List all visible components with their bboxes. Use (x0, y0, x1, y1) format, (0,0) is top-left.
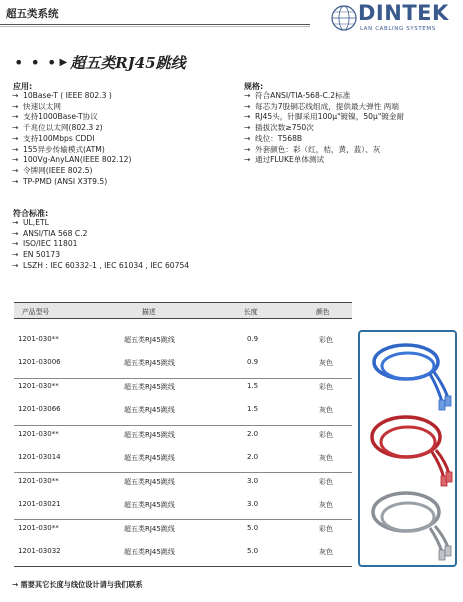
applications-heading: 应用: (13, 82, 33, 91)
table-cell-color: 彩色 (319, 525, 333, 533)
arrow-right-icon: → (12, 133, 19, 143)
list-item: → 外套颜色：彩（红，桔，黄，蓝）、灰 (244, 144, 381, 154)
table-cell-model: 1201-03032 (18, 547, 61, 555)
row-divider (14, 425, 352, 426)
patch-cable-illustration (360, 332, 455, 565)
arrow-right-icon: → (244, 123, 251, 133)
triangle-right-icon: ▶ (59, 57, 68, 68)
table-cell-description: 超五类RJ45跳线 (124, 478, 175, 486)
table-cell-description: 超五类RJ45跳线 (124, 548, 175, 556)
table-cell-description: 超五类RJ45跳线 (124, 406, 175, 414)
table-cell-model: 1201-030** (18, 430, 59, 438)
page-title: 超五类RJ45跳线 (70, 54, 186, 72)
table-cell-color: 灰色 (319, 406, 333, 414)
list-item: → EN 50173 (12, 250, 61, 260)
list-item: → 线位：T568B (244, 133, 303, 143)
table-cell-length: 1.5 (247, 405, 259, 413)
patch-cable-photo (358, 330, 457, 567)
table-cell-length: 0.9 (247, 358, 259, 366)
arrow-right-icon: → (12, 165, 19, 175)
contact-note-text: 需要其它长度与线位设计请与我们联系 (20, 580, 143, 589)
table-cell-color: 彩色 (319, 383, 333, 391)
arrow-right-icon: → (12, 91, 19, 100)
column-header-description: 描述 (142, 308, 156, 316)
table-cell-color: 灰色 (319, 501, 333, 509)
blue-patch-cable (374, 345, 451, 410)
list-item: → 插拔次数≥750次 (244, 123, 314, 133)
gray-patch-cable (373, 493, 451, 560)
list-item: → 10Base-T ( IEEE 802.3 ) (12, 91, 112, 100)
contact-note (12, 580, 143, 590)
table-cell-description: 超五类RJ45跳线 (124, 501, 175, 509)
table-cell-color: 彩色 (319, 478, 333, 486)
list-item: → ISO/IEC 11801 (12, 239, 78, 249)
list-item: → TP-PMD (ANSI X3T9.5) (12, 176, 108, 186)
table-cell-length: 1.5 (247, 382, 259, 390)
table-bottom-rule (14, 566, 352, 567)
table-cell-length: 2.0 (247, 453, 259, 461)
table-cell-description: 超五类RJ45跳线 (124, 525, 175, 533)
specs-heading: 规格: (244, 82, 264, 91)
table-cell-color: 彩色 (319, 431, 333, 439)
table-cell-length: 3.0 (247, 500, 259, 508)
table-cell-description: 超五类RJ45跳线 (124, 454, 175, 462)
row-divider (14, 472, 352, 473)
logo-wordmark: DINTEK (358, 1, 449, 25)
list-item: → 每芯为7股铜芯线组成，提供最大弹性 两端 (244, 101, 399, 111)
list-item: → RJ45头，针脚采用100μ"镀镍，50μ"镀金耐 (244, 112, 405, 122)
list-item: → 支持1000Base-T协议 (12, 112, 98, 122)
list-item: → 符合ANSI/TIA-568-C.2标准 (244, 91, 351, 100)
red-patch-cable (372, 417, 452, 486)
table-cell-model: 1201-030** (18, 335, 59, 343)
arrow-right-icon: → (12, 101, 19, 111)
table-cell-model: 1201-030** (18, 524, 59, 532)
table-cell-length: 5.0 (247, 524, 259, 532)
table-cell-description: 超五类RJ45跳线 (124, 359, 175, 367)
arrow-right-icon: → (12, 176, 19, 186)
table-cell-color: 彩色 (319, 336, 333, 344)
list-item: → ANSI/TIA 568 C.2 (12, 228, 88, 238)
standards-heading: 符合标准: (13, 209, 49, 218)
arrow-right-icon: → (12, 580, 19, 589)
logo-tagline: LAN CABLING SYSTEMS (360, 26, 436, 32)
title-dots: • • • (14, 53, 58, 72)
table-cell-model: 1201-03006 (18, 358, 61, 366)
list-item: → 快速以太网 (12, 101, 61, 111)
series-title: 超五类系统 (6, 8, 59, 20)
arrow-right-icon: → (12, 239, 19, 249)
column-header-model: 产品型号 (22, 308, 50, 316)
arrow-right-icon: → (244, 91, 251, 100)
list-item: → 支持100Mbps CDDI (12, 133, 95, 143)
table-cell-color: 灰色 (319, 548, 333, 556)
table-cell-model: 1201-03066 (18, 405, 61, 413)
list-item: → 令牌网(IEEE 802.5) (12, 165, 93, 175)
arrow-right-icon: → (244, 155, 251, 165)
list-item: → 通过FLUKE单体测试 (244, 155, 325, 165)
list-item: → 155异步传输模式(ATM) (12, 144, 105, 154)
table-cell-length: 2.0 (247, 430, 259, 438)
table-cell-description: 超五类RJ45跳线 (124, 383, 175, 391)
row-divider (14, 519, 352, 520)
list-item: → UL,ETL (12, 218, 49, 227)
arrow-right-icon: → (12, 123, 19, 133)
arrow-right-icon: → (12, 260, 19, 270)
list-item: → 千兆位以太网(802.3 z) (12, 123, 103, 133)
column-header-color: 颜色 (316, 308, 330, 316)
table-cell-model: 1201-030** (18, 382, 59, 390)
table-cell-color: 灰色 (319, 454, 333, 462)
table-cell-length: 0.9 (247, 335, 259, 343)
table-cell-description: 超五类RJ45跳线 (124, 336, 175, 344)
arrow-right-icon: → (244, 101, 251, 111)
arrow-right-icon: → (12, 112, 19, 122)
table-cell-length: 5.0 (247, 547, 259, 555)
table-cell-color: 灰色 (319, 359, 333, 367)
arrow-right-icon: → (12, 144, 19, 154)
arrow-right-icon: → (244, 133, 251, 143)
arrow-right-icon: → (12, 155, 19, 165)
arrow-right-icon: → (244, 112, 251, 122)
column-header-length: 长度 (244, 308, 258, 316)
table-cell-description: 超五类RJ45跳线 (124, 431, 175, 439)
arrow-right-icon: → (12, 228, 19, 238)
arrow-right-icon: → (12, 250, 19, 260)
arrow-right-icon: → (244, 144, 251, 154)
row-divider (14, 378, 352, 379)
table-cell-model: 1201-03014 (18, 453, 61, 461)
list-item: → LSZH : IEC 60332-1 , IEC 61034 , IEC 60754 (12, 260, 190, 270)
list-item: → 100Vg-AnyLAN(IEEE 802.12) (12, 155, 132, 165)
table-cell-model: 1201-030** (18, 477, 59, 485)
arrow-right-icon: → (12, 218, 19, 227)
table-cell-length: 3.0 (247, 477, 259, 485)
table-cell-model: 1201-03021 (18, 500, 61, 508)
